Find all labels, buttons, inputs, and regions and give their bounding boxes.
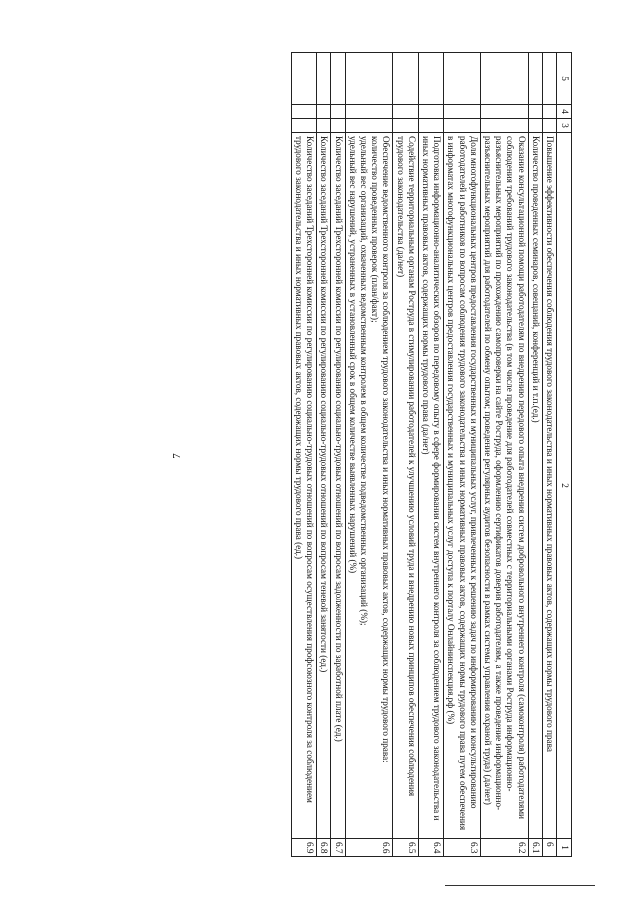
header-cell: 3 xyxy=(557,119,572,133)
indicator-cell xyxy=(418,133,443,839)
indicator-text: Оказание консультационной помощи работодателям по внедрению передового опыта внедрения систем добровольного внутреннего контроля (самоконтроля) работодателями соблюдения требований трудового законодательства (в том числе проведение для работодателей совместных с территориальными органами Роструда информационно-разъяснительных мероприятий по прохождению самопроверки на сайте Роструда, оформлению сертификатов доверия работодателям, а также проведение информационно-разъяснительных мероприятий для работодателей по обмену опытом; проведение регулярных аудитов безопасности в рамках системы управления охраной труда) (да/нет) xyxy=(482,136,527,819)
table-row xyxy=(317,53,331,857)
indicator-text: удельный вес нарушений, устраненных в установленный срок в общем количестве выявленных нарушений (%) xyxy=(347,136,358,574)
table-row xyxy=(331,53,345,857)
empty-cell xyxy=(444,119,481,133)
empty-cell xyxy=(345,105,393,119)
empty-cell xyxy=(291,105,316,119)
empty-cell xyxy=(480,105,528,119)
table-row xyxy=(480,53,528,857)
indicators-table xyxy=(291,52,572,857)
indicator-cell xyxy=(345,133,393,839)
indicator-cell xyxy=(331,133,345,839)
empty-cell xyxy=(393,119,418,133)
empty-cell xyxy=(345,119,393,133)
table-header-row xyxy=(557,53,572,857)
empty-cell xyxy=(291,119,316,133)
indicator-text: Обеспечение ведомственного контроля за соблюдением трудового законодательства и иных нормативных правовых актов, содержащих нормы трудового права: xyxy=(381,136,392,763)
row-number: 6.4 xyxy=(418,839,443,857)
empty-cell xyxy=(444,105,481,119)
indicator-cell xyxy=(291,133,316,839)
indicator-cell xyxy=(317,133,331,839)
empty-cell xyxy=(317,119,331,133)
indicator-cell xyxy=(444,133,481,839)
row-number: 6.2 xyxy=(480,839,528,857)
bottom-rule xyxy=(445,885,595,886)
indicator-cell xyxy=(528,133,542,839)
indicator-text: Количество заседаний Трехсторонней комиссии по регулированию социально-трудовых отношений по вопросам осуществления профсоюзного контроля за соблюдением трудового законодательства и иных нормативных правовых актов, содержащих нормы трудового права (ед.) xyxy=(293,136,316,803)
empty-cell xyxy=(331,53,345,105)
indicator-text: Доля многофункциональных центров предоставления государственных и муниципальных услуг, привлеченных к решению задач по информированию и консультированию работодателей и работников по вопросам соблюдения трудового законодательства и иных нормативных правовых актов, содержащих нормы трудового права путем обеспечения в информатах многофункциональных центров предоставления государственных и муниципальных услуг доступа к порталу Онлайнинспекция.рф (%) xyxy=(446,136,479,831)
empty-cell xyxy=(528,53,542,105)
table-row xyxy=(528,53,542,857)
empty-cell xyxy=(528,119,542,133)
empty-cell xyxy=(345,53,393,105)
indicator-text: Количество заседаний Трехсторонней комиссии по регулированию социально-трудовых отношений по вопросам задолженности по заработной плате (ед.) xyxy=(333,136,344,742)
empty-cell xyxy=(291,53,316,105)
header-cell: 1 xyxy=(557,839,572,857)
indicator-cell xyxy=(393,133,418,839)
empty-cell xyxy=(480,53,528,105)
header-cell: 4 xyxy=(557,105,572,119)
row-number: 6.6 xyxy=(345,839,393,857)
empty-cell xyxy=(542,53,556,105)
page-number: 7 xyxy=(170,453,183,459)
row-number: 6 xyxy=(542,839,556,857)
header-cell: 5 xyxy=(557,53,572,105)
table-row xyxy=(542,53,556,857)
empty-cell xyxy=(317,53,331,105)
empty-cell xyxy=(331,105,345,119)
row-number: 6.5 xyxy=(393,839,418,857)
indicator-text: Количество заседаний Трехсторонней комиссии по регулированию социально-трудовых отношений по вопросам теневой занятости (ед.) xyxy=(319,136,330,673)
table-row xyxy=(291,53,316,857)
table-row xyxy=(345,53,393,857)
empty-cell xyxy=(528,105,542,119)
indicator-text: Количество проведенных семинаров, совещаний, конференций и т.п.(ед.) xyxy=(530,136,541,423)
rotated-table-wrapper xyxy=(67,52,572,856)
empty-cell xyxy=(418,105,443,119)
table-row xyxy=(444,53,481,857)
header-cell: 2 xyxy=(557,133,572,839)
indicator-text: удельный вес организаций, охваченных ведомственным контролем в общем количестве подведомственных организаций (%); xyxy=(358,136,369,626)
empty-cell xyxy=(542,105,556,119)
table-body xyxy=(291,53,571,857)
empty-cell xyxy=(418,119,443,133)
empty-cell xyxy=(317,105,331,119)
row-number: 6.7 xyxy=(331,839,345,857)
empty-cell xyxy=(542,119,556,133)
row-number: 6.8 xyxy=(317,839,331,857)
indicator-cell xyxy=(542,133,556,839)
row-number: 6.1 xyxy=(528,839,542,857)
row-number: 6.3 xyxy=(444,839,481,857)
indicator-text: Содействие территориальным органам Роструда в стимулировании работодателей к улучшению условий труда и внедрению новых принципов обеспечения соблюдения трудового законодательства (да/нет) xyxy=(395,136,417,797)
table-row xyxy=(393,53,418,857)
empty-cell xyxy=(418,53,443,105)
empty-cell xyxy=(331,119,345,133)
empty-cell xyxy=(444,53,481,105)
indicator-cell xyxy=(480,133,528,839)
empty-cell xyxy=(480,119,528,133)
indicator-text: Повышение эффективности обеспечения соблюдения трудового законодательства и иных нормативных правовых актов, содержащих нормы трудового права xyxy=(545,136,555,752)
empty-cell xyxy=(393,105,418,119)
row-number: 6.9 xyxy=(291,839,316,857)
empty-cell xyxy=(393,53,418,105)
indicator-text: количество проведенных проверок (план/факт); xyxy=(370,136,381,323)
table-row xyxy=(418,53,443,857)
indicator-text: Подготовка информационно-аналитических обзоров по передовому опыту в сфере формирования систем внутреннего контроля за соблюдением трудового законодательства и иных нормативных правовых актов, содержащих нормы трудового права (да/нет) xyxy=(420,136,443,821)
